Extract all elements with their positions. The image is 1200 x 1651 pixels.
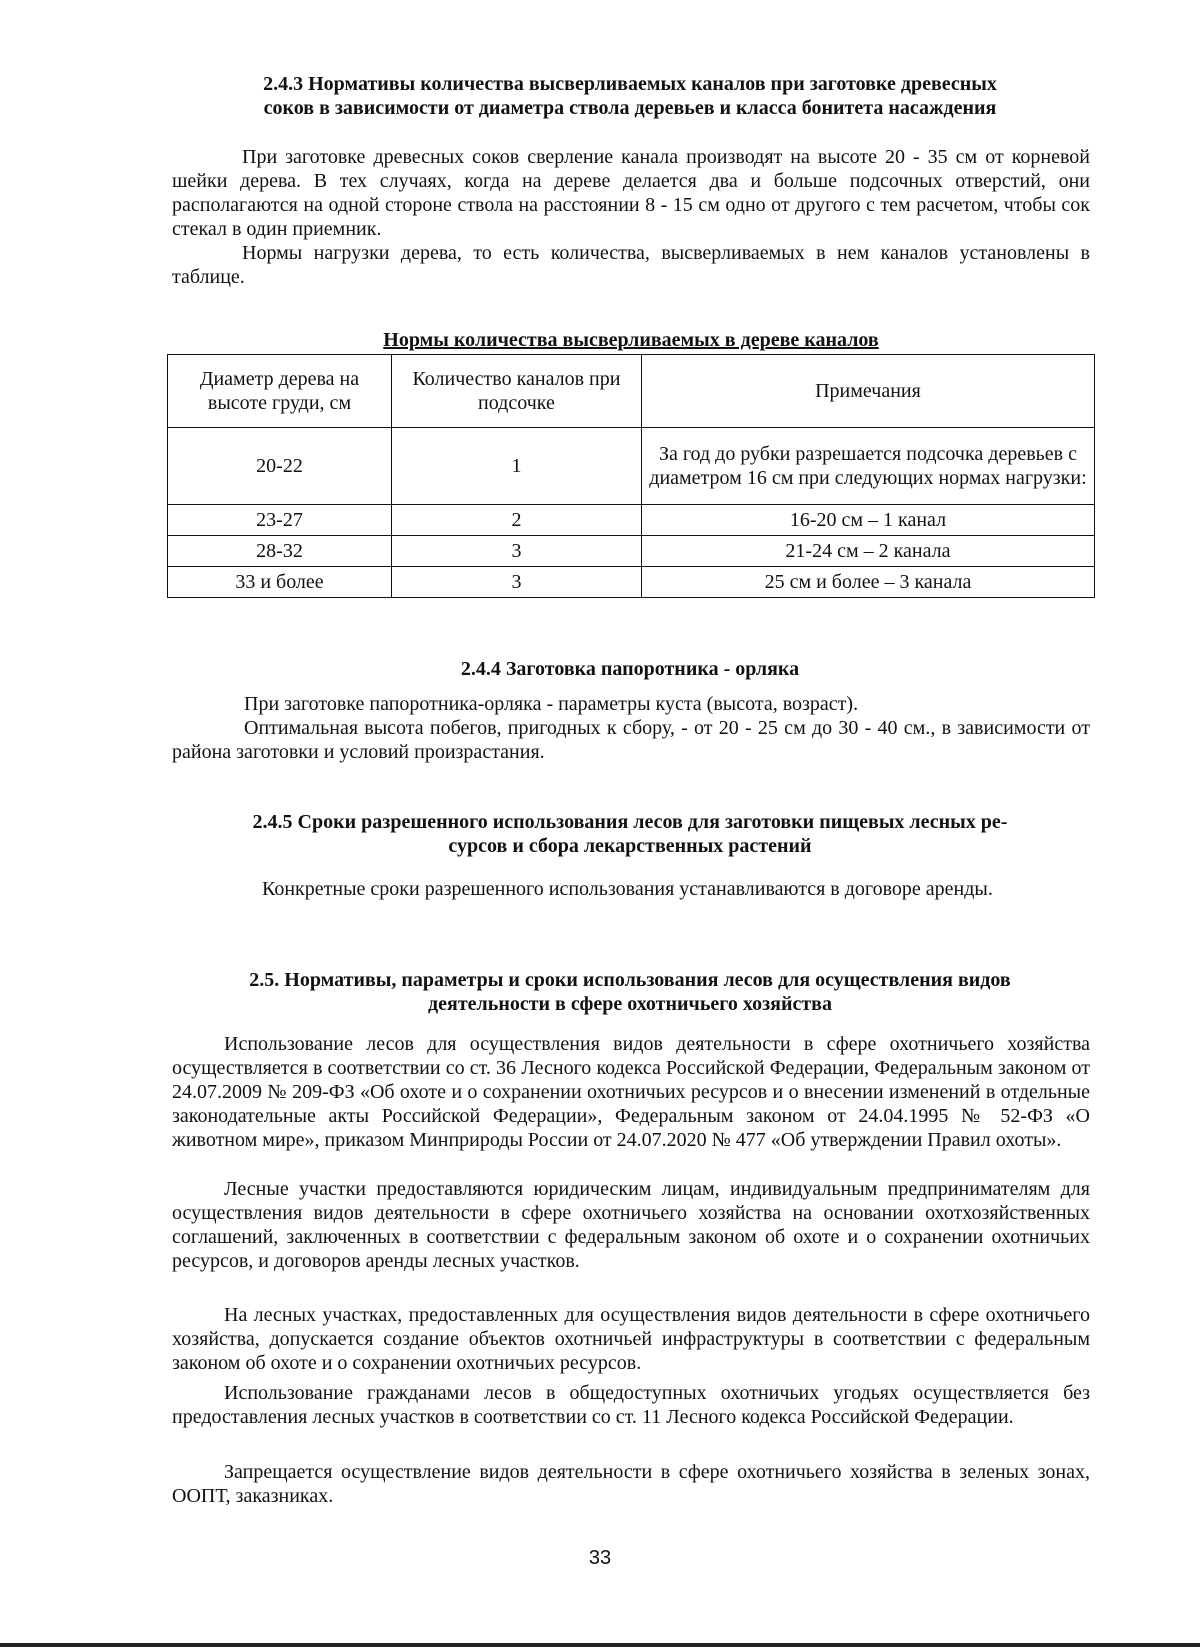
- heading-line: 2.4.5 Сроки разрешенного использования лесов для заготовки пищевых лесных ре-: [252, 811, 1008, 833]
- table-row: [168, 428, 1095, 505]
- table-row: [168, 567, 1095, 598]
- paragraph: Конкретные сроки разрешенного использования устанавливаются в договоре аренды.: [262, 878, 993, 900]
- table-cell: 16-20 см – 1 канал: [641, 505, 1094, 536]
- table-cell: 3: [391, 567, 641, 598]
- page-number: 33: [588, 1547, 612, 1569]
- table-cell: 28-32: [168, 536, 392, 567]
- paragraph: Запрещается осуществление видов деятельности в сфере охотничьего хозяйства в зеленых зонах, ООПТ, заказниках.: [172, 1461, 1090, 1507]
- heading-line: сурсов и сбора лекарственных растений: [448, 835, 812, 857]
- table-cell: 21-24 см – 2 канала: [641, 536, 1094, 567]
- table-cell: За год до рубки разрешается подсочка деревьев с диаметром 16 см при следующих нормах нагрузки:: [641, 428, 1094, 505]
- section-2-5-heading: [170, 968, 1090, 1016]
- table-header-row: [168, 355, 1095, 428]
- heading-line: деятельности в сфере охотничьего хозяйства: [428, 993, 832, 1015]
- paragraph: При заготовке папоротника-орляка - параметры куста (высота, возраст).: [244, 693, 859, 715]
- table-row: [168, 536, 1095, 567]
- heading-line: 2.5. Нормативы, параметры и сроки использования лесов для осуществления видов: [249, 969, 1011, 991]
- paragraph: Использование лесов для осуществления видов деятельности в сфере охотничьего хозяйства осуществляется в соответствии со ст. 36 Лесного кодекса Российской Федерации, Федеральным законом от 24.07.2009 № 209-ФЗ «Об охоте и о сохранении охотничьих ресурсов и о внесении изменений в отдельные законодательные акты Российской Федерации», Федеральным законом от 24.04.1995 № 52-ФЗ «О животном мире», приказом Минприроды России от 24.07.2020 № 477 «Об утверждении Правил охоты».: [172, 1033, 1090, 1151]
- table-row: [168, 505, 1095, 536]
- section-2-4-5-heading: [170, 810, 1090, 858]
- column-header: Количество каналов при подсочке: [391, 355, 641, 428]
- table-caption: Нормы количества высверливаемых в дереве каналов: [383, 329, 879, 351]
- paragraph: При заготовке древесных соков сверление канала производят на высоте 20 - 35 см от корневой шейки дерева. В тех случаях, когда на дереве делается два и больше подсочных отверстий, они располагаются на одной стороне ствола на расстоянии 8 - 15 см одно от другого с тем расчетом, чтобы сок стекал в один приемник.: [172, 146, 1090, 240]
- heading-line: 2.4.3 Нормативы количества высверливаемых каналов при заготовке древесных: [263, 73, 997, 95]
- table-cell: 23-27: [168, 505, 392, 536]
- norms-table: [167, 354, 1095, 598]
- heading-line: соков в зависимости от диаметра ствола деревьев и класса бонитета насаждения: [263, 97, 997, 119]
- bottom-border-line: [0, 1643, 1200, 1647]
- paragraph: Оптимальная высота побегов, пригодных к сбору, - от 20 - 25 см до 30 - 40 см., в зависимости от района заготовки и условий произрастания.: [172, 717, 1090, 763]
- section-2-4-4-heading: 2.4.4 Заготовка папоротника - орляка: [460, 658, 800, 680]
- paragraph: Нормы нагрузки дерева, то есть количества, высверливаемых в нем каналов установлены в таблице.: [172, 242, 1090, 288]
- paragraph: Лесные участки предоставляются юридическим лицам, индивидуальным предпринимателям для осуществления видов деятельности в сфере охотничьего хозяйства на основании охотхозяйственных соглашений, заключенных в соответствии с федеральным законом об охоте и о сохранении охотничьих ресурсов, и договоров аренды лесных участков.: [172, 1178, 1090, 1272]
- table-cell: 25 см и более – 3 канала: [641, 567, 1094, 598]
- column-header: Диаметр дерева на высоте груди, см: [168, 355, 392, 428]
- paragraph: На лесных участках, предоставленных для осуществления видов деятельности в сфере охотничьего хозяйства, допускается создание объектов охотничьей инфраструктуры в соответствии с федеральным законом об охоте и о сохранении охотничьих ресурсов.: [172, 1304, 1090, 1374]
- paragraph: Использование гражданами лесов в общедоступных охотничьих угодьях осуществляется без предоставления лесных участков в соответствии со ст. 11 Лесного кодекса Российской Федерации.: [172, 1382, 1090, 1428]
- table-cell: 33 и более: [168, 567, 392, 598]
- table-cell: 2: [391, 505, 641, 536]
- table-cell: 3: [391, 536, 641, 567]
- section-2-4-3-heading: [170, 72, 1090, 120]
- table-cell: 1: [391, 428, 641, 505]
- column-header: Примечания: [641, 355, 1094, 428]
- table-cell: 20-22: [168, 428, 392, 505]
